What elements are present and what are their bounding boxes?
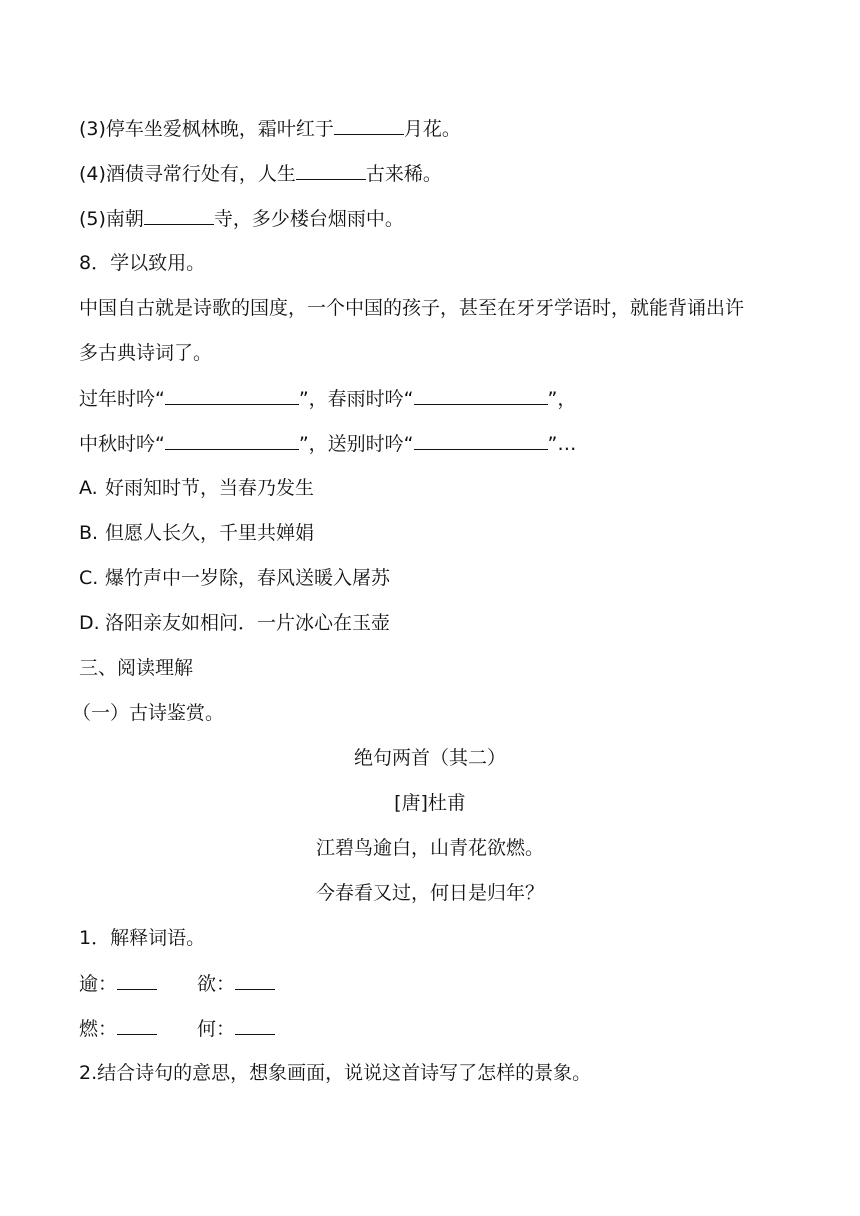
fill-item-3-before: (3)停车坐爱枫林晚，霜叶红于 xyxy=(79,118,334,140)
answer-blank[interactable] xyxy=(165,431,299,450)
section-3-subtitle: （一）古诗鉴赏。 xyxy=(72,702,225,724)
option-text: 洛阳亲友如相问．一片冰心在玉壶 xyxy=(105,612,391,634)
question-8-intro-line-1: 中国自古就是诗歌的国度，一个中国的孩子，甚至在牙牙学语时，就能背诵出许 xyxy=(79,297,745,319)
question-8-intro-line-2: 多古典诗词了。 xyxy=(79,342,213,364)
word-label: 欲： xyxy=(197,973,236,995)
fill-item-4-after: 古来稀。 xyxy=(365,163,442,185)
section-3-title: 三、阅读理解 xyxy=(79,657,194,679)
option-b[interactable] xyxy=(79,521,314,545)
fill-item-3 xyxy=(79,116,461,141)
poem-title: 绝句两首（其二） xyxy=(353,747,506,769)
question-8-row-1 xyxy=(79,386,576,411)
fill-item-3-after: 月花。 xyxy=(403,118,461,140)
option-a[interactable] xyxy=(79,476,314,500)
answer-blank[interactable] xyxy=(165,386,299,405)
option-text: 好雨知时节，当春乃发生 xyxy=(105,477,315,499)
fill-item-5-after: 寺，多少楼台烟雨中。 xyxy=(213,208,404,230)
row2-prefix: 中秋时吟“ xyxy=(79,433,165,455)
word-label: 燃： xyxy=(79,1018,118,1040)
poem-line-2: 今春看又过，何日是归年？ xyxy=(315,882,544,904)
answer-blank[interactable] xyxy=(235,971,275,990)
question-8-row-2 xyxy=(79,431,576,456)
option-letter: A. xyxy=(79,477,98,499)
option-text: 爆竹声中一岁除，春风送暖入屠苏 xyxy=(105,567,391,589)
option-text: 但愿人长久，千里共婵娟 xyxy=(105,522,315,544)
fill-item-4-before: (4)酒债寻常行处有，人生 xyxy=(79,163,296,185)
question-1-row-2 xyxy=(79,1016,275,1041)
word-label: 何： xyxy=(197,1018,236,1040)
answer-blank[interactable] xyxy=(414,386,548,405)
question-8-title: 8．学以致用。 xyxy=(79,252,206,274)
row1-suffix: ”， xyxy=(547,388,577,410)
option-c[interactable] xyxy=(79,566,390,590)
row2-middle: ”，送别时吟“ xyxy=(298,433,414,455)
option-letter: B. xyxy=(79,522,99,544)
question-1-row-1 xyxy=(79,971,275,996)
answer-blank[interactable] xyxy=(414,431,548,450)
poem-author: [唐]杜甫 xyxy=(394,792,466,814)
word-label: 逾： xyxy=(79,973,118,995)
answer-blank[interactable] xyxy=(117,1016,157,1035)
poem-line-1: 江碧鸟逾白，山青花欲燃。 xyxy=(315,837,544,859)
answer-blank[interactable] xyxy=(144,206,214,225)
row1-middle: ”，春雨时吟“ xyxy=(298,388,414,410)
row1-prefix: 过年时吟“ xyxy=(79,388,165,410)
fill-item-5 xyxy=(79,206,404,231)
option-letter: C. xyxy=(79,567,99,589)
option-letter: D. xyxy=(79,612,100,634)
answer-blank[interactable] xyxy=(296,161,366,180)
answer-blank[interactable] xyxy=(117,971,157,990)
answer-blank[interactable] xyxy=(334,116,404,135)
option-d[interactable] xyxy=(79,611,390,635)
fill-item-5-before: (5)南朝 xyxy=(79,208,144,230)
row2-suffix: ”… xyxy=(547,433,577,455)
question-1-title: 1．解释词语。 xyxy=(79,927,206,949)
question-2-title: 2.结合诗句的意思，想象画面，说说这首诗写了怎样的景象。 xyxy=(79,1062,592,1084)
answer-blank[interactable] xyxy=(235,1016,275,1035)
fill-item-4 xyxy=(79,161,442,186)
